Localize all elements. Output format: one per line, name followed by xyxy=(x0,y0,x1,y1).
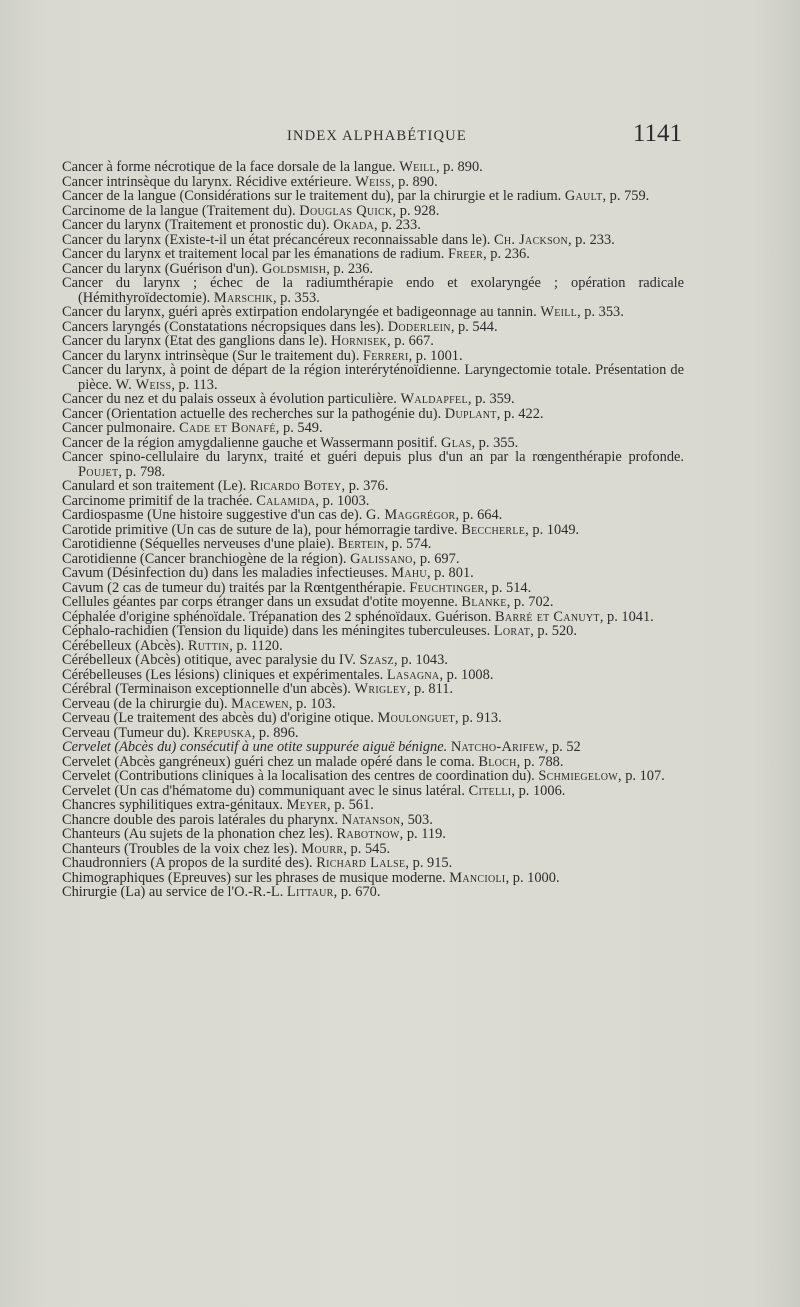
entry-page-ref: , p. 520. xyxy=(530,623,577,639)
index-entry xyxy=(62,233,684,248)
entry-author: Natcho-Arifew xyxy=(450,739,545,755)
entry-page-ref: , p. 913. xyxy=(454,710,502,726)
entry-page-ref: , p. 798. xyxy=(118,463,166,480)
index-entry xyxy=(62,247,684,262)
index-entry xyxy=(62,537,684,552)
entry-page-ref: , p. 549. xyxy=(275,420,323,436)
entry-page-ref: , p. 811. xyxy=(406,681,454,697)
entry-page-ref: , p. 1120. xyxy=(229,637,283,654)
entry-page-ref: , p. 664. xyxy=(455,507,503,523)
entry-text: Cancer pulmonaire. xyxy=(62,420,180,436)
entry-page-ref: , p. 52 xyxy=(544,739,581,755)
entry-text: Cerveau (de la chirurgie du). xyxy=(62,695,232,712)
entry-page-ref: , p. 890. xyxy=(435,159,483,175)
entry-text: Chancres syphilitiques extra-génitaux. xyxy=(62,797,287,813)
index-entry xyxy=(62,813,684,828)
index-entry xyxy=(62,523,684,538)
index-entry xyxy=(62,682,684,697)
entry-author: Mahu xyxy=(391,565,427,581)
entry-page-ref: , p. 353. xyxy=(577,304,624,320)
entry-text: Chancre double des parois latérales du pharynx. xyxy=(62,811,342,828)
entry-author: Doderlein xyxy=(387,318,451,335)
index-entry xyxy=(62,262,684,277)
entry-text: Cervelet (Abcès du) consécutif à une otite suppurée aiguë bénigne. xyxy=(62,739,451,755)
index-entry xyxy=(62,740,684,755)
entry-author: Glas xyxy=(441,434,472,451)
entry-page-ref: , p. 353. xyxy=(272,289,320,306)
entry-author: Blanke xyxy=(461,594,507,610)
entry-page-ref: , p. 376. xyxy=(341,478,389,494)
entry-page-ref: , p. 670. xyxy=(333,884,381,900)
index-entry xyxy=(62,508,684,523)
entry-page-ref: , p. 359. xyxy=(467,391,515,407)
entry-page-ref: , p. 355. xyxy=(471,434,519,451)
entry-page-ref: , p. 667. xyxy=(387,333,434,349)
entry-author: Barré et Canuyt xyxy=(495,608,600,625)
index-entry xyxy=(62,392,684,407)
entry-text: Cancer du larynx (Traitement et pronostic du). xyxy=(62,217,334,233)
entry-text: Cancer de la langue (Considérations sur le traitement du), par la chirurgie et le radium. xyxy=(62,188,565,204)
entry-text: Cérébelleux (Abcès). xyxy=(62,637,188,654)
entry-author: Freer xyxy=(448,246,484,262)
entry-text: Céphalée d'origine sphénoïdale. Trépanation des 2 sphénoïdaux. Guérison. xyxy=(62,608,496,625)
entry-text: Cancer de la région amygdalienne gauche et Wassermann positif. xyxy=(62,434,441,451)
entry-text: Cérébelleuses (Les lésions) cliniques et expérimentales. xyxy=(62,666,387,683)
entry-text: Cérébelleux (Abcès) otitique, avec paralysie du IV. xyxy=(62,652,360,668)
entry-page-ref: , p. 233. xyxy=(374,217,421,233)
entry-page-ref: , p. 915. xyxy=(405,855,453,871)
entry-page-ref: , p. 1001. xyxy=(408,347,463,364)
entry-author: Ricardo Botey xyxy=(249,478,342,494)
index-entry xyxy=(62,552,684,567)
entry-author: Gault xyxy=(564,188,603,204)
entry-text: Chanteurs (Troubles de la voix chez les). xyxy=(62,840,302,857)
index-entry xyxy=(62,479,684,494)
index-entry xyxy=(62,827,684,842)
entry-page-ref: , p. 1006. xyxy=(511,782,566,799)
entry-author: Feuchtinger xyxy=(409,579,485,596)
entry-text: Cancer du larynx, à point de départ de la région interéryténoïdienne. Laryngectomie totale. Présentation de pièce. xyxy=(62,362,684,393)
entry-page-ref: , p. 236. xyxy=(326,260,374,277)
entry-text: Carotide primitive (Un cas de suture de la), pour hémorragie tardive. xyxy=(62,521,462,538)
entry-author: Moulonguet xyxy=(377,710,455,726)
entry-author: Wrigley xyxy=(354,681,407,697)
entry-text: Cancer du larynx (Etat des ganglions dans le). xyxy=(62,333,331,349)
entry-page-ref: , p. 544. xyxy=(450,318,498,335)
index-entry xyxy=(62,595,684,610)
entry-text: Cancers laryngés (Constatations nécropsiques dans les). xyxy=(62,318,388,335)
entry-text: Cardiospasme (Une histoire suggestive d'un cas de). xyxy=(62,507,366,523)
entry-text: Carcinome primitif de la trachée. xyxy=(62,492,257,509)
entry-author: Meyer xyxy=(286,797,327,813)
entry-author: Schmiegelow xyxy=(538,768,618,784)
entry-author: Waldapfel xyxy=(400,391,468,407)
entry-page-ref: , p. 119. xyxy=(399,826,446,842)
entry-page-ref: , p. 113. xyxy=(171,376,218,393)
page-number: 1141 xyxy=(632,120,682,147)
entry-author: Weill xyxy=(399,159,436,175)
entry-page-ref: , p. 107. xyxy=(618,768,665,784)
index-entry xyxy=(62,856,684,871)
entry-author: Mourr xyxy=(301,840,344,857)
entry-text: Cervelet (Un cas d'hématome du) communiquant avec le sinus latéral. xyxy=(62,782,469,799)
index-entry xyxy=(62,697,684,712)
index-entry xyxy=(62,218,684,233)
entry-author: Rabotnow xyxy=(336,826,400,842)
index-entry xyxy=(62,204,684,219)
entry-page-ref: , p. 1000. xyxy=(505,869,560,886)
entry-text: Carotidienne (Cancer branchiogène de la région). xyxy=(62,550,351,567)
entry-author: Galissano xyxy=(350,550,413,567)
index-entry xyxy=(62,421,684,436)
entry-text: Cancer du larynx ; échec de la radiumthérapie endo et exolaryngée ; opération radicale (Hémithyroïdectomie). xyxy=(62,275,684,306)
entry-author: Citelli xyxy=(468,782,512,799)
entry-author: Ruttin xyxy=(187,637,230,654)
entry-text: Carotidienne (Séquelles nerveuses d'une plaie). xyxy=(62,536,338,552)
index-entry xyxy=(62,842,684,857)
entry-text: Cancer du larynx, guéri après extirpation endolaryngée et badigeonnage au tannin. xyxy=(62,304,541,320)
entry-page-ref: , p. 103. xyxy=(288,695,336,712)
index-entry xyxy=(62,494,684,509)
index-entry xyxy=(62,653,684,668)
entry-author: Okada xyxy=(333,217,375,233)
entry-page-ref: , p. 1008. xyxy=(439,666,494,683)
entry-author: Beccherle xyxy=(461,521,526,538)
entry-author: Ch. Jackson xyxy=(493,231,568,248)
entry-page-ref: , p. 928. xyxy=(392,202,440,219)
index-entry xyxy=(62,871,684,886)
entry-text: Cervelet (Contributions cliniques à la localisation des centres de coordination du). xyxy=(62,768,539,784)
entry-page-ref: , p. 788. xyxy=(516,753,564,770)
entry-text: Cancer du larynx (Existe-t-il un état précancéreux reconnaissable dans le). xyxy=(62,231,494,248)
index-entry xyxy=(62,160,684,175)
entry-text: Chirurgie (La) au service de l'O.-R.-L. xyxy=(62,884,287,900)
index-entries xyxy=(62,160,684,900)
index-entry xyxy=(62,566,684,581)
entry-author: Calamida xyxy=(256,492,316,509)
entry-page-ref: , p. 896. xyxy=(251,724,299,741)
index-entry xyxy=(62,610,684,625)
entry-text: Cérébral (Terminaison exceptionnelle d'un abcès). xyxy=(62,681,355,697)
index-entry xyxy=(62,189,684,204)
index-entry xyxy=(62,581,684,596)
entry-text: Cancer à forme nécrotique de la face dorsale de la langue. xyxy=(62,159,400,175)
entry-author: Ferreri xyxy=(362,347,409,364)
entry-author: Bloch xyxy=(478,753,517,770)
entry-author: Mancioli xyxy=(449,869,506,886)
entry-page-ref: , p. 422. xyxy=(496,405,544,422)
page-header xyxy=(62,120,682,150)
entry-author: Weill xyxy=(540,304,578,320)
entry-author: Lorat xyxy=(493,623,531,639)
entry-author: Goldsmish xyxy=(262,260,327,277)
entry-text: Cancer du larynx intrinsèque (Sur le traitement du). xyxy=(62,347,363,364)
entry-page-ref: , p. 545. xyxy=(343,840,391,857)
entry-text: Cancer intrinsèque du larynx. Récidive extérieure. xyxy=(62,173,356,190)
index-entry xyxy=(62,769,684,784)
entry-text: Cancer (Orientation actuelle des recherches sur la pathogénie du). xyxy=(62,405,445,422)
entry-text: Chanteurs (Au sujets de la phonation chez les). xyxy=(62,826,337,842)
entry-page-ref: , p. 1043. xyxy=(393,652,448,668)
entry-text: Cancer spino-cellulaire du larynx, traité et guéri depuis plus d'un an par la rœngenthérapie profonde. xyxy=(62,449,684,465)
entry-author: Macewen xyxy=(231,695,289,712)
entry-text: Cancer du larynx et traitement local par les émanations de radium. xyxy=(62,246,449,262)
entry-page-ref: , p. 801. xyxy=(426,565,474,581)
entry-text: Canulard et son traitement (Le). xyxy=(62,478,250,494)
index-entry xyxy=(62,363,684,392)
index-entry xyxy=(62,885,684,900)
entry-page-ref: , p. 1041. xyxy=(599,608,654,625)
entry-author: Littaur xyxy=(286,884,334,900)
entry-author: Cade et Bonafé xyxy=(179,420,276,436)
entry-author: Natanson xyxy=(341,811,401,828)
index-entry xyxy=(62,305,684,320)
index-entry xyxy=(62,175,684,190)
entry-page-ref: , 503. xyxy=(400,811,433,828)
entry-text: Chaudronniers (A propos de la surdité des). xyxy=(62,855,317,871)
entry-author: W. Weiss xyxy=(115,376,172,393)
entry-page-ref: , p. 890. xyxy=(390,173,438,190)
index-entry xyxy=(62,320,684,335)
entry-text: Cerveau (Tumeur du). xyxy=(62,724,194,741)
index-entry xyxy=(62,436,684,451)
entry-author: Douglas Quick xyxy=(299,202,393,219)
index-entry xyxy=(62,798,684,813)
entry-author: Poujet xyxy=(78,463,119,480)
entry-page-ref: , p. 1003. xyxy=(315,492,370,509)
entry-page-ref: , p. 759. xyxy=(602,188,650,204)
entry-author: G. Maggrégor xyxy=(365,507,456,523)
entry-text: Chimographiques (Epreuves) sur les phrases de musique moderne. xyxy=(62,869,450,886)
entry-page-ref: , p. 233. xyxy=(567,231,615,248)
entry-page-ref: , p. 574. xyxy=(384,536,432,552)
entry-author: Bertein xyxy=(337,536,385,552)
entry-author: Krepuska xyxy=(193,724,252,741)
index-entry xyxy=(62,276,684,305)
entry-text: Cancer du larynx (Guérison d'un). xyxy=(62,260,263,277)
index-entry xyxy=(62,407,684,422)
entry-page-ref: , p. 514. xyxy=(484,579,532,596)
entry-author: Lasagna xyxy=(386,666,440,683)
index-entry xyxy=(62,639,684,654)
index-entry xyxy=(62,668,684,683)
index-entry xyxy=(62,711,684,726)
index-entry xyxy=(62,784,684,799)
entry-text: Cerveau (Le traitement des abcès du) d'origine otique. xyxy=(62,710,378,726)
entry-page-ref: , p. 702. xyxy=(506,594,554,610)
entry-text: Céphalo-rachidien (Tension du liquide) dans les méningites tuberculeuses. xyxy=(62,623,494,639)
entry-text: Cavum (Désinfection du) dans les maladies infectieuses. xyxy=(62,565,392,581)
index-entry xyxy=(62,349,684,364)
index-entry xyxy=(62,450,684,479)
index-entry xyxy=(62,726,684,741)
entry-author: Szasz xyxy=(359,652,394,668)
index-entry xyxy=(62,334,684,349)
entry-page-ref: , p. 561. xyxy=(327,797,374,813)
index-entry xyxy=(62,755,684,770)
entry-text: Cervelet (Abcès gangréneux) guéri chez un malade opéré dans le coma. xyxy=(62,753,479,770)
index-entry xyxy=(62,624,684,639)
entry-author: Hornisek xyxy=(330,333,388,349)
entry-text: Carcinome de la langue (Traitement du). xyxy=(62,202,300,219)
entry-author: Richard Lalse xyxy=(316,855,406,871)
entry-text: Cellules géantes par corps étranger dans un exsudat d'otite moyenne. xyxy=(62,594,462,610)
entry-page-ref: , p. 236. xyxy=(483,246,530,262)
entry-author: Marschik xyxy=(213,289,273,306)
entry-text: Cavum (2 cas de tumeur du) traités par la Rœntgenthérapie. xyxy=(62,579,410,596)
entry-author: Duplant xyxy=(444,405,497,422)
running-title: INDEX ALPHABÉTIQUE xyxy=(287,128,467,144)
entry-author: Weiss xyxy=(355,173,391,190)
entry-page-ref: , p. 1049. xyxy=(525,521,580,538)
entry-page-ref: , p. 697. xyxy=(412,550,460,567)
entry-text: Cancer du nez et du palais osseux à évolution particulière. xyxy=(62,391,401,407)
